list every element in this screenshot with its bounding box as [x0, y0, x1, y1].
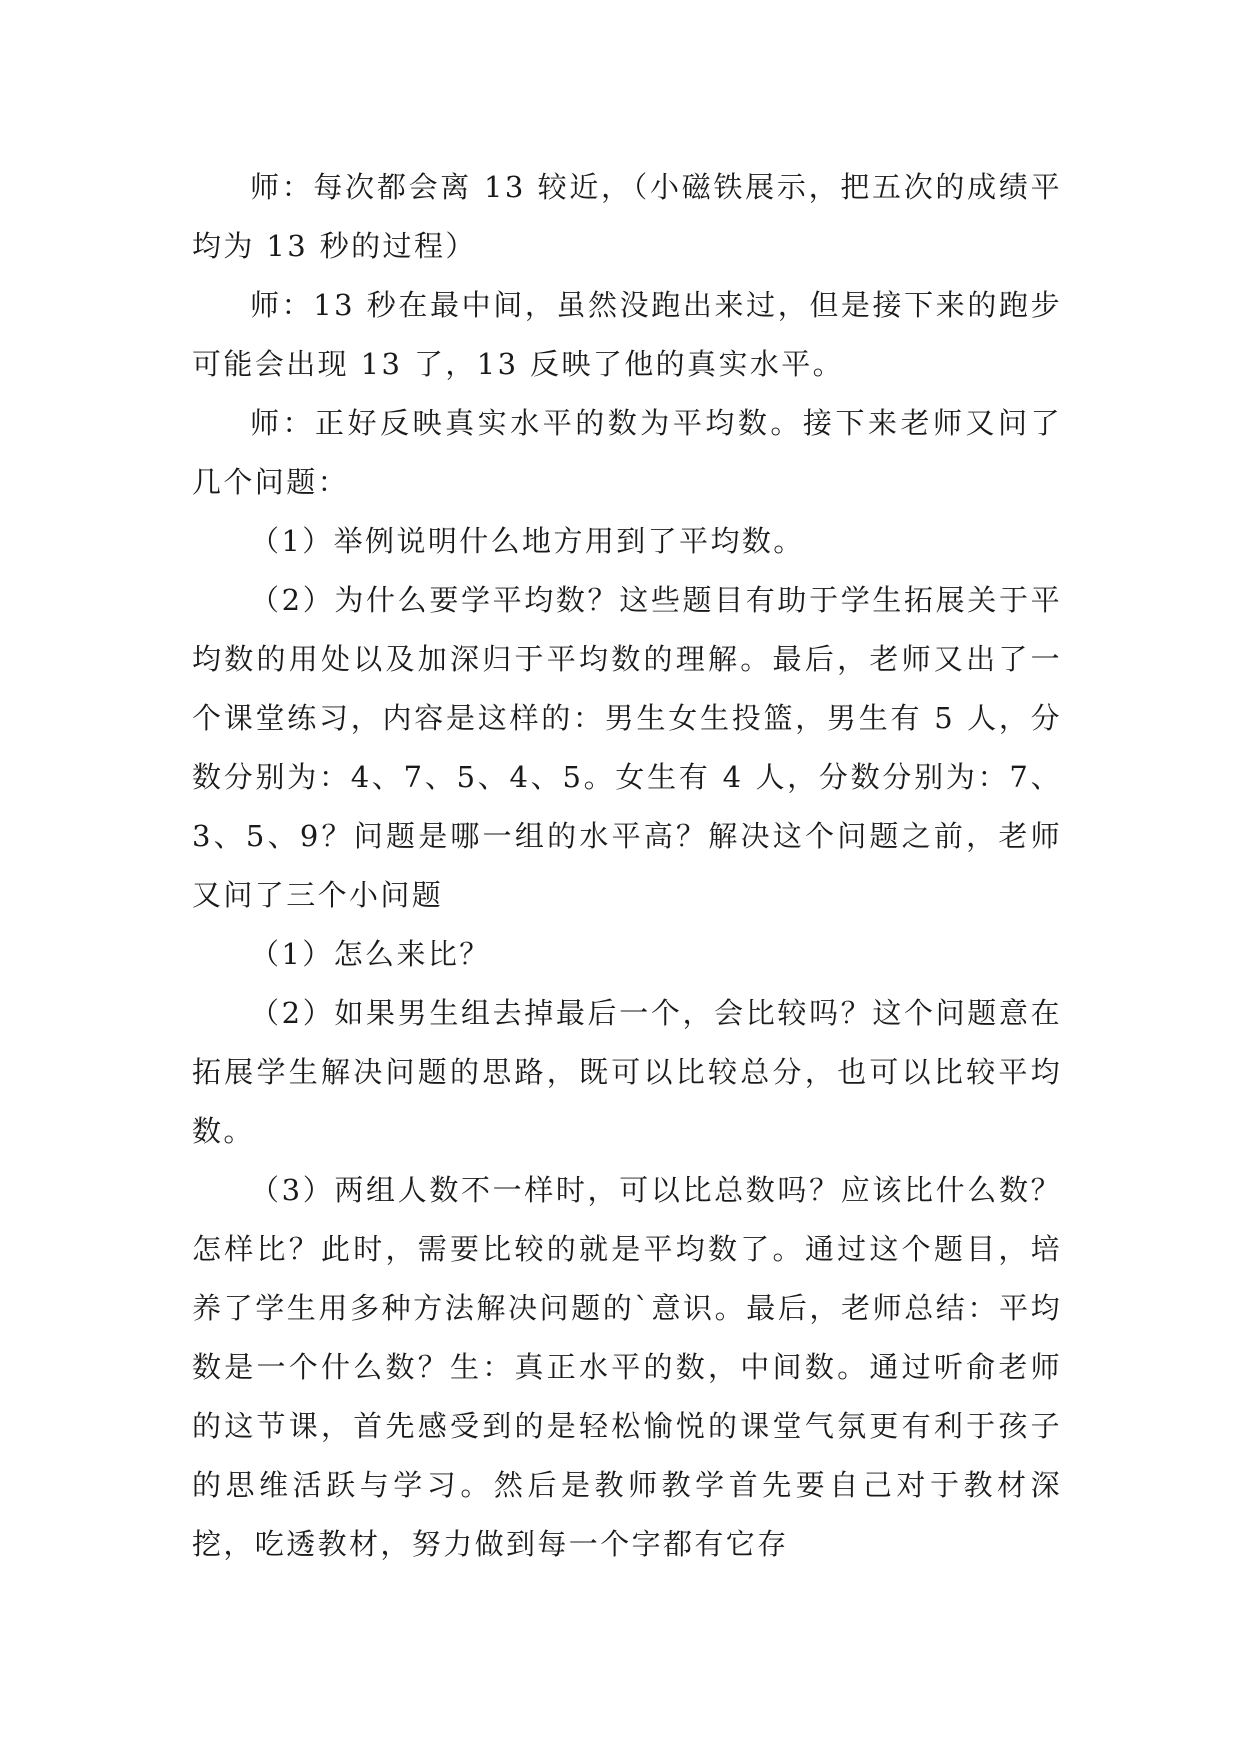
paragraph-question-1: （1）举例说明什么地方用到了平均数。 — [250, 524, 805, 558]
paragraph-teacher-13-seconds: 师：13 秒在最中间，虽然没跑出来过，但是接下来的跑步可能会出现 13 了，13 反映了他的真实水平。 — [192, 288, 1062, 381]
paragraph-small-question-1: （1）怎么来比？ — [250, 937, 491, 971]
paragraph-teacher-average-13: 师：每次都会离 13 较近，（小磁铁展示，把五次的成绩平均为 13 秒的过程） — [192, 170, 1062, 263]
body-text — [192, 158, 1062, 1574]
paragraph-question-2-exercise: （2）为什么要学平均数？这些题目有助于学生拓展关于平均数的用处以及加深归于平均数的理解。最后，老师又出了一个课堂练习，内容是这样的：男生女生投篮，男生有 5 人，分数分别为：4、7、5、4、5。女生有 4 人，分数分别为：7、3、5、9？问题是哪一组的水平高？解决这个问题之前，老师又问了三个小问题 — [192, 583, 1062, 912]
paragraph-small-question-3-summary: （3）两组人数不一样时，可以比总数吗？应该比什么数？怎样比？此时，需要比较的就是平均数了。通过这个题目，培养了学生用多种方法解决问题的`意识。最后，老师总结：平均数是一个什么数？生：真正水平的数，中间数。通过听俞老师的这节课，首先感受到的是轻松愉悦的课堂气氛更有利于孩子的思维活跃与学习。然后是教师教学首先要自己对于教材深挖，吃透教材，努力做到每一个字都有它存 — [192, 1173, 1062, 1561]
paragraph-teacher-questions: 师：正好反映真实水平的数为平均数。接下来老师又问了几个问题： — [192, 406, 1062, 499]
paragraph-small-question-2: （2）如果男生组去掉最后一个，会比较吗？这个问题意在拓展学生解决问题的思路，既可以比较总分，也可以比较平均数。 — [192, 996, 1062, 1148]
